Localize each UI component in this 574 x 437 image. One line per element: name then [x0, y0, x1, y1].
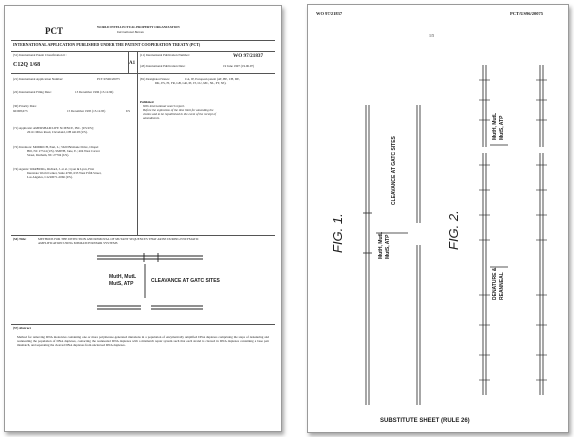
priority-label: (30) Priority Data:: [13, 104, 37, 108]
fig2-denature: DENATURE &: [492, 267, 498, 300]
org-name: WORLD INTELLECTUAL PROPERTY ORGANIZATION: [97, 25, 180, 29]
pub-number-label: (11) International Publication Number:: [140, 53, 190, 57]
inventors-line: Street, Durham, NC 27704 (US).: [27, 153, 70, 157]
cover-page: [4, 5, 282, 432]
agents-line: Interstate World Center, Suite 4700, 633 West Fifth Street,: [27, 171, 102, 175]
priority-country: US: [126, 109, 131, 113]
applicant-address: 26111 Miles Road, Cleveland, OH 44128 (US).: [27, 130, 88, 134]
sheet-footer: SUBSTITUTE SHEET (RULE 26): [380, 418, 470, 424]
fig1-enzymes: MutH, MutL: [378, 231, 384, 259]
app-number-value: PCT/US96/20075: [97, 77, 120, 81]
classification-value: C12Q 1/68: [13, 62, 41, 68]
states-line: DK, ES, FI, FR, GB, GR, IE, IT, LU, MC, NL, PT, SE).: [155, 81, 227, 85]
sheet-doc-number: WO 97/21837: [316, 11, 343, 16]
abstract-label: (57) Abstract: [13, 326, 31, 330]
fig1-enzymes-line2: MutS, ATP: [385, 234, 391, 259]
invention-title: METHODS FOR THE DETECTION AND REMOVAL OF MUTANT SEQUENCES THAT ARISE DURING ENZYMATIC: [38, 237, 199, 241]
abstract-text: Method for removing DNA molecules containing one or more polymerase-generated mutations in a population of enzymatically amplified DNA duplexes comprising the steps of denaturing and reannealing the population of DNA duplexes, contacting the reannealed DNA duplexes with a mismatch repair system such that each strand is cleaved in DNA duplexes containing a base pair mismatch, and separating the cleaved DNA duplexes from uncleaved DNA duplexes.: [17, 335, 269, 347]
published-label: Published: [140, 100, 154, 104]
classification-label: (51) International Patent Classification 6 :: [13, 53, 67, 57]
states-label: (81) Designated States:: [140, 77, 170, 81]
cover-figure: [5, 6, 281, 431]
abstract-divider: [11, 324, 275, 325]
sheet-app-number: PCT/US96/20075: [510, 11, 544, 16]
cover-title: INTERNATIONAL APPLICATION PUBLISHED UNDER THE PATENT COOPERATION TREATY (PCT): [13, 42, 201, 47]
cover-figure-enzymes-line2: MutS, ATP: [109, 281, 134, 287]
applicant-label: (71) Applicant: AMERSHAM LIFE SCIENCE, INC. [US/US];: [13, 126, 94, 130]
cover-figure-enzymes: MutH, MutL: [109, 274, 137, 280]
pct-heading: PCT: [45, 26, 63, 36]
fig2-enzymes: MutH, MutL: [492, 112, 498, 140]
inventors-label: (72) Inventors: MODRICH, Paul, L.; 5620 Brisbane Drive, Chapel: [13, 145, 99, 149]
fig1-label: FIG. 1.: [330, 213, 345, 253]
figure-drawings: [308, 5, 568, 432]
sheet-page-number: 1/5: [429, 33, 435, 38]
cover-figure-cleavage: CLEAVANCE AT GATC SITES: [151, 278, 220, 284]
org-bureau: International Bureau: [117, 30, 144, 34]
published-line: claims and to be republished in the event of the receipt of: [143, 112, 216, 116]
published-line: With international search report.: [143, 104, 185, 108]
invention-title-line2: AMPLIFICATION USING MISMATCH REPAIR SYSTEMS: [38, 241, 118, 245]
priority-number: 60/008,673: [13, 109, 28, 113]
title-label: (54) Title:: [13, 237, 27, 241]
fig1-cleavage: CLEAVANCE AT GATC SITES: [391, 136, 397, 205]
published-line: amendments.: [143, 116, 160, 120]
filing-date-label: (22) International Filing Date:: [13, 90, 52, 94]
filing-date-value: 13 December 1996 (13.12.96): [75, 90, 114, 94]
agents-line: Los Angeles, CA 90071-2066 (US).: [27, 175, 73, 179]
pub-marker: A1: [129, 61, 136, 66]
fig2-reanneal: REANNEAL: [499, 272, 505, 300]
agents-label: (74) Agents: WARBURG, Richard, J. et al.; Lyon & Lyon, First: [13, 167, 95, 171]
fig2-enzymes-line2: MutS, ATP: [499, 115, 505, 140]
pub-date-label: (43) International Publication Date:: [140, 64, 186, 68]
states-value: CA, JP, European patent (AT, BE, CH, DE,: [185, 77, 240, 81]
priority-date: 15 December 1995 (15.12.95): [67, 109, 106, 113]
pub-number-value: WO 97/21837: [233, 53, 264, 59]
app-number-label: (21) International Application Number:: [13, 77, 64, 81]
drawing-sheet: [307, 4, 569, 433]
pub-date-value: 19 June 1997 (19.06.97): [223, 64, 255, 68]
published-line: Before the expiration of the time limit for amending the: [143, 108, 214, 112]
fig2-label: FIG. 2.: [446, 210, 461, 250]
inventors-line: Hill, NC 27514 (US). SMITH, Jane, E.; 404 West Carver: [27, 149, 100, 153]
